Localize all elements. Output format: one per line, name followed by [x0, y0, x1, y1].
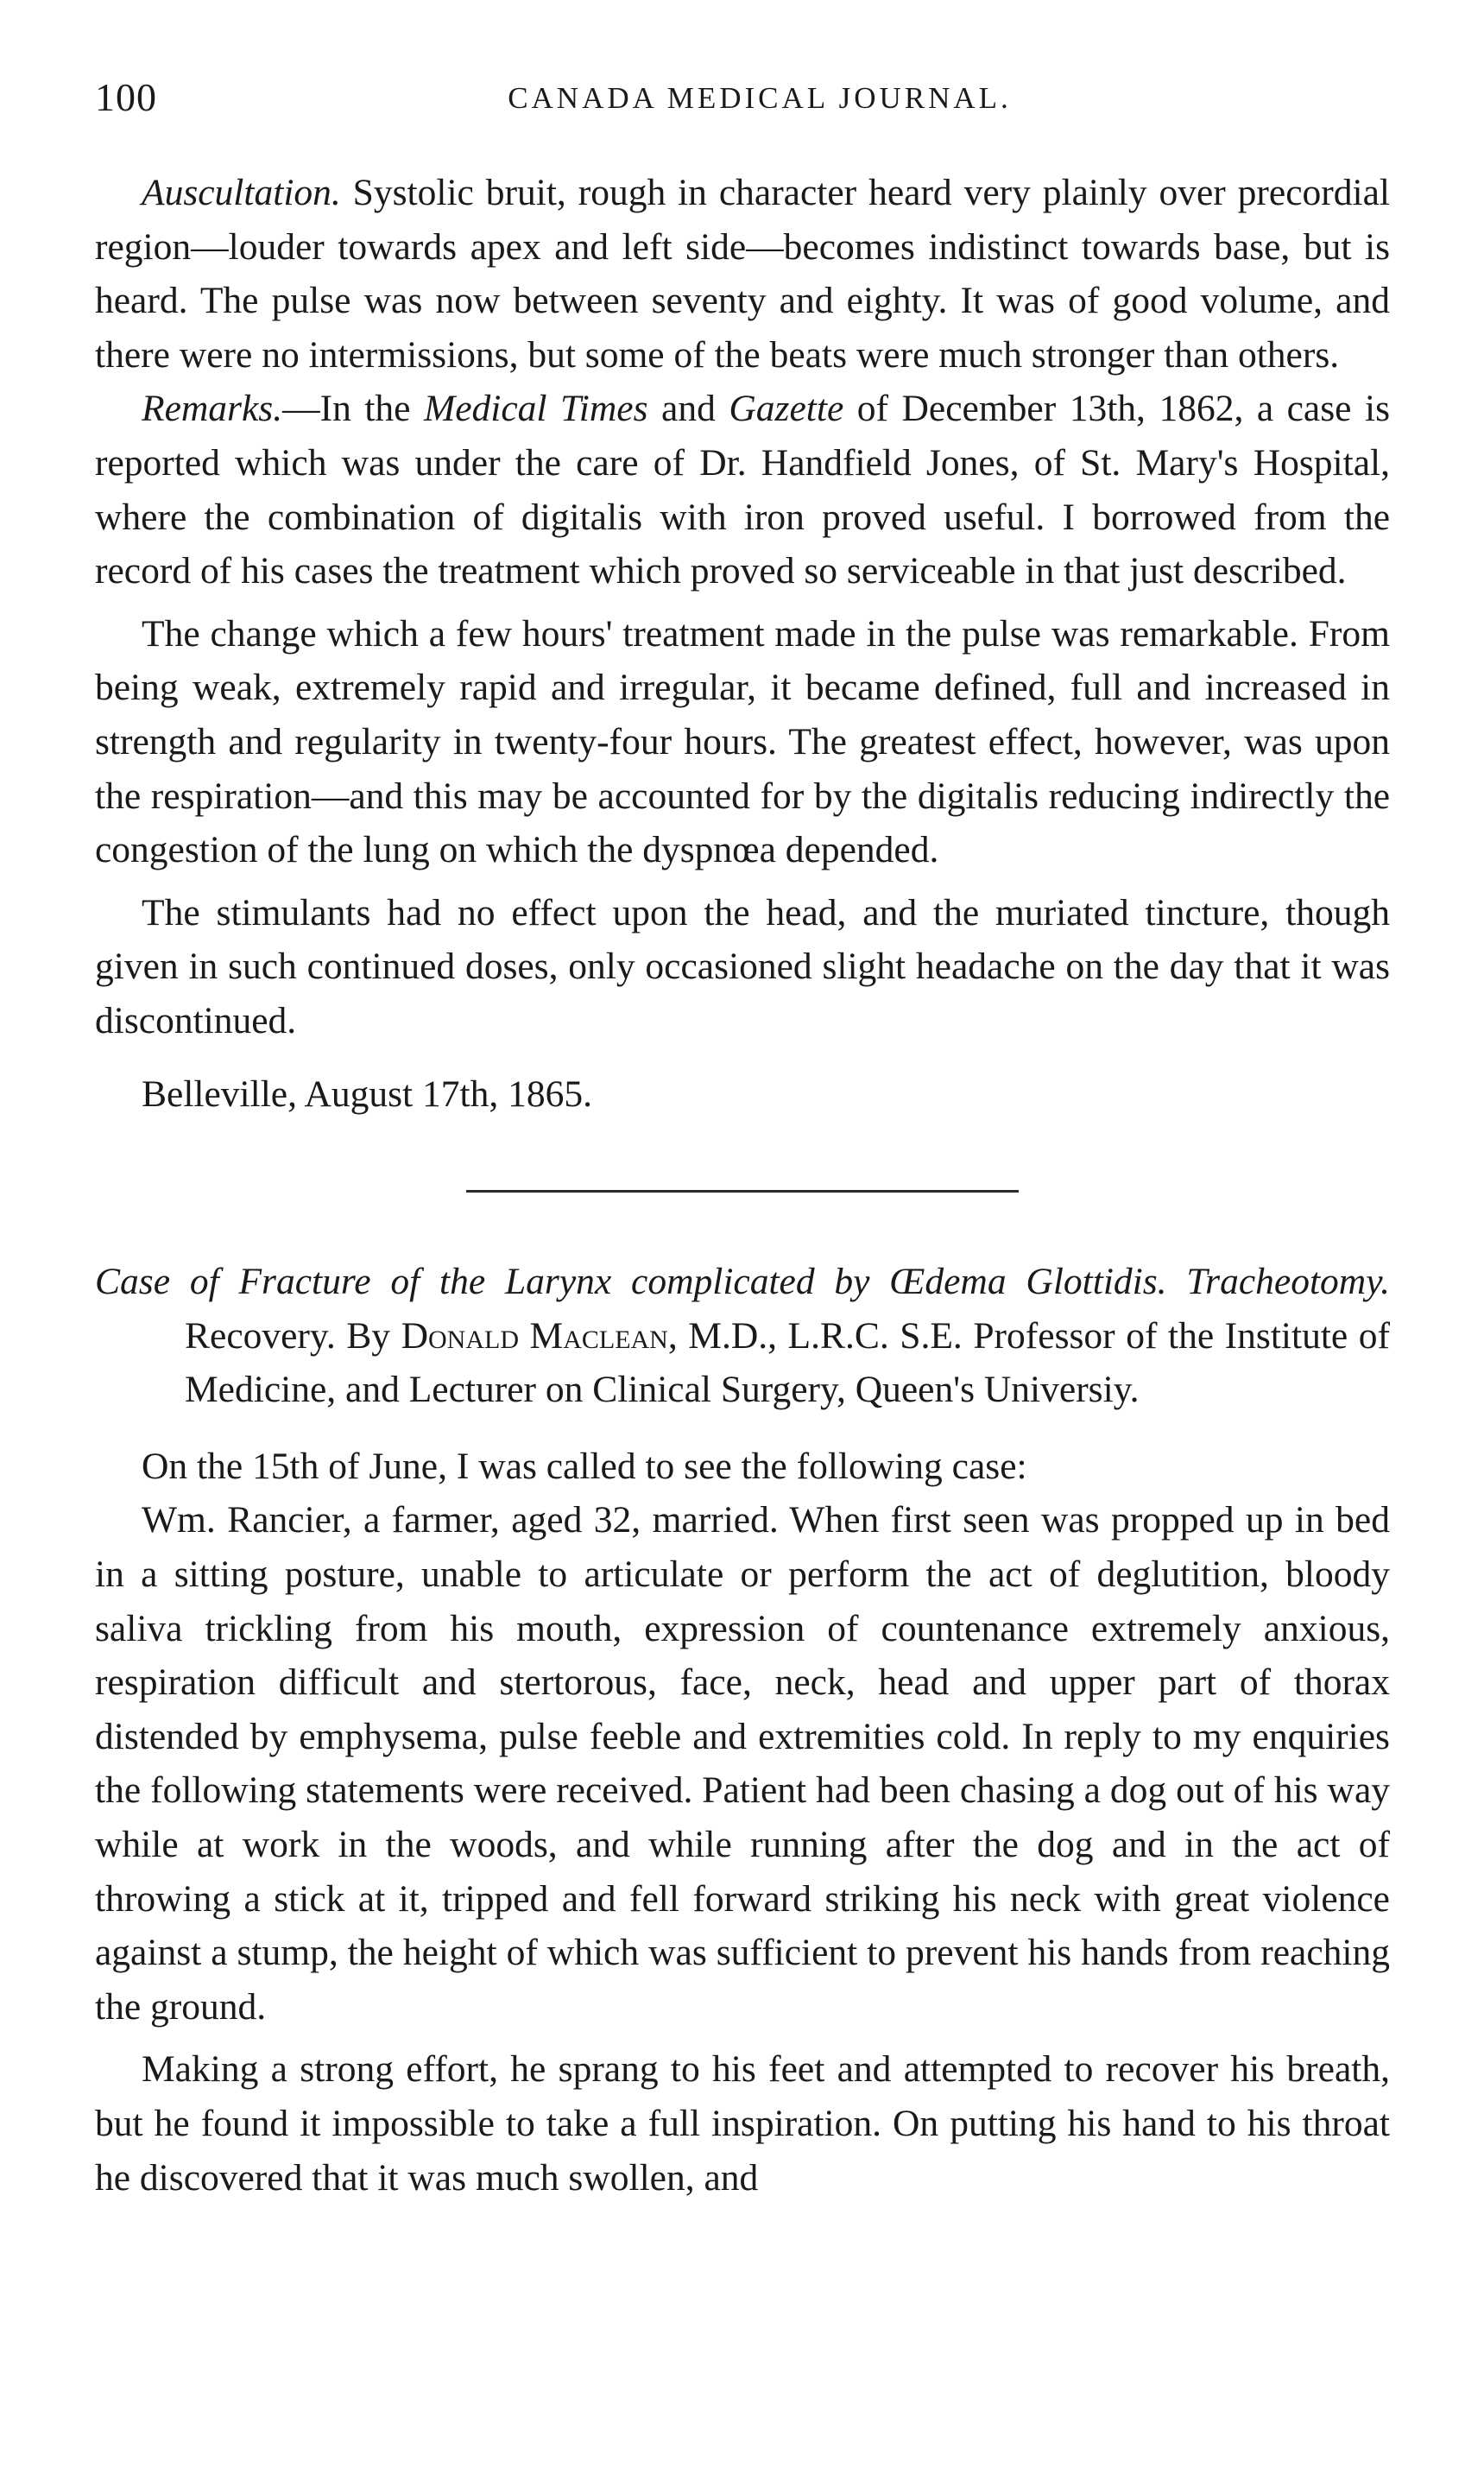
article-credentials: , M.D., L.R.C. S.E. Professor of the Institute of Medicine, and Lecturer on Clinical Surgery, Queen's Universiy.: [185, 1314, 1391, 1411]
remarks-text-1: —In the: [282, 388, 424, 430]
page: [95, 74, 1390, 2205]
section-divider: [466, 1190, 1019, 1193]
auscultation-lead: Auscultation.: [142, 172, 341, 213]
article-author: Donald Maclean: [401, 1314, 668, 1357]
paragraph-auscultation: [95, 166, 1390, 382]
remarks-journal-name: Medical Times: [423, 388, 648, 430]
remarks-text-2: and: [647, 388, 729, 430]
running-head: [95, 74, 1390, 135]
signoff: Belleville, August 17th, 1865.: [142, 1073, 592, 1115]
remarks-lead: Remarks.: [142, 388, 283, 430]
paragraph-patient: Wm. Rancier, a farmer, aged 32, married. When first seen was propped up in bed in a sitting posture, unable to articulate or perform the act of deglutition, bloody saliva trickling from his mouth, expression of countenance extremely anxious, respiration difficult and stertorous, face, neck, head and upper part of thorax distended by emphysema, pulse feeble and extremities cold. In reply to my enquiries the following statements were received. Patient had been chasing a dog out of his way while at work in the woods, and while running after the dog and in the act of throwing a stick at it, tripped and fell forward striking his neck with great violence against a stump, the height of which was sufficient to prevent his hands from reaching the ground.: [95, 1499, 1390, 2028]
auscultation-text: Systolic bruit, rough in character heard very plainly over precordial region—louder towards apex and left side—becomes indistinct towards base, but is heard. The pulse was now between seventy and eighty. It was of good volume, and there were no intermissions, but some of the beats were much stronger than others.: [95, 172, 1390, 376]
article-title: Case of Fracture of the Larynx complicated by Œdema Glottidis. Tracheotomy.: [95, 1261, 1390, 1303]
remarks-text-3: of December 13th, 1862, a case is reported which was under the care of Dr. Handfield Jones, of St. Mary's Hospital, where the combination of digitalis with iron proved useful. I borrowed from the record of his cases the treatment which proved so serviceable in that just described.: [95, 388, 1390, 592]
remarks-gazette: Gazette: [729, 388, 844, 430]
page-number: 100: [95, 75, 157, 119]
paragraph-effort: Making a strong effort, he sprang to his feet and attempted to recover his breath, but he found it impossible to take a full inspiration. On putting his hand to his throat he discovered that it was much swollen, and: [95, 2048, 1390, 2199]
paragraph-stimulants: The stimulants had no effect upon the head, and the muriated tincture, though given in such continued doses, only occasioned slight headache on the day that it was discontinued.: [95, 891, 1390, 1041]
paragraph-intro: On the 15th of June, I was called to see the following case:: [142, 1445, 1027, 1487]
journal-title: CANADA MEDICAL JOURNAL.: [508, 81, 1012, 115]
article-title-rest: Recovery. By: [185, 1314, 401, 1357]
paragraph-pulse-change: The change which a few hours' treatment made in the pulse was remarkable. From being weak, extremely rapid and irregular, it became defined, full and increased in strength and regularity in twenty-four hours. The greatest effect, however, was upon the respiration—and this may be accounted for by the digitalis reducing indirectly the congestion of the lung on which the dyspnœa depended.: [95, 612, 1390, 871]
paragraph-remarks: [95, 382, 1390, 598]
article-heading: [95, 1255, 1390, 1417]
